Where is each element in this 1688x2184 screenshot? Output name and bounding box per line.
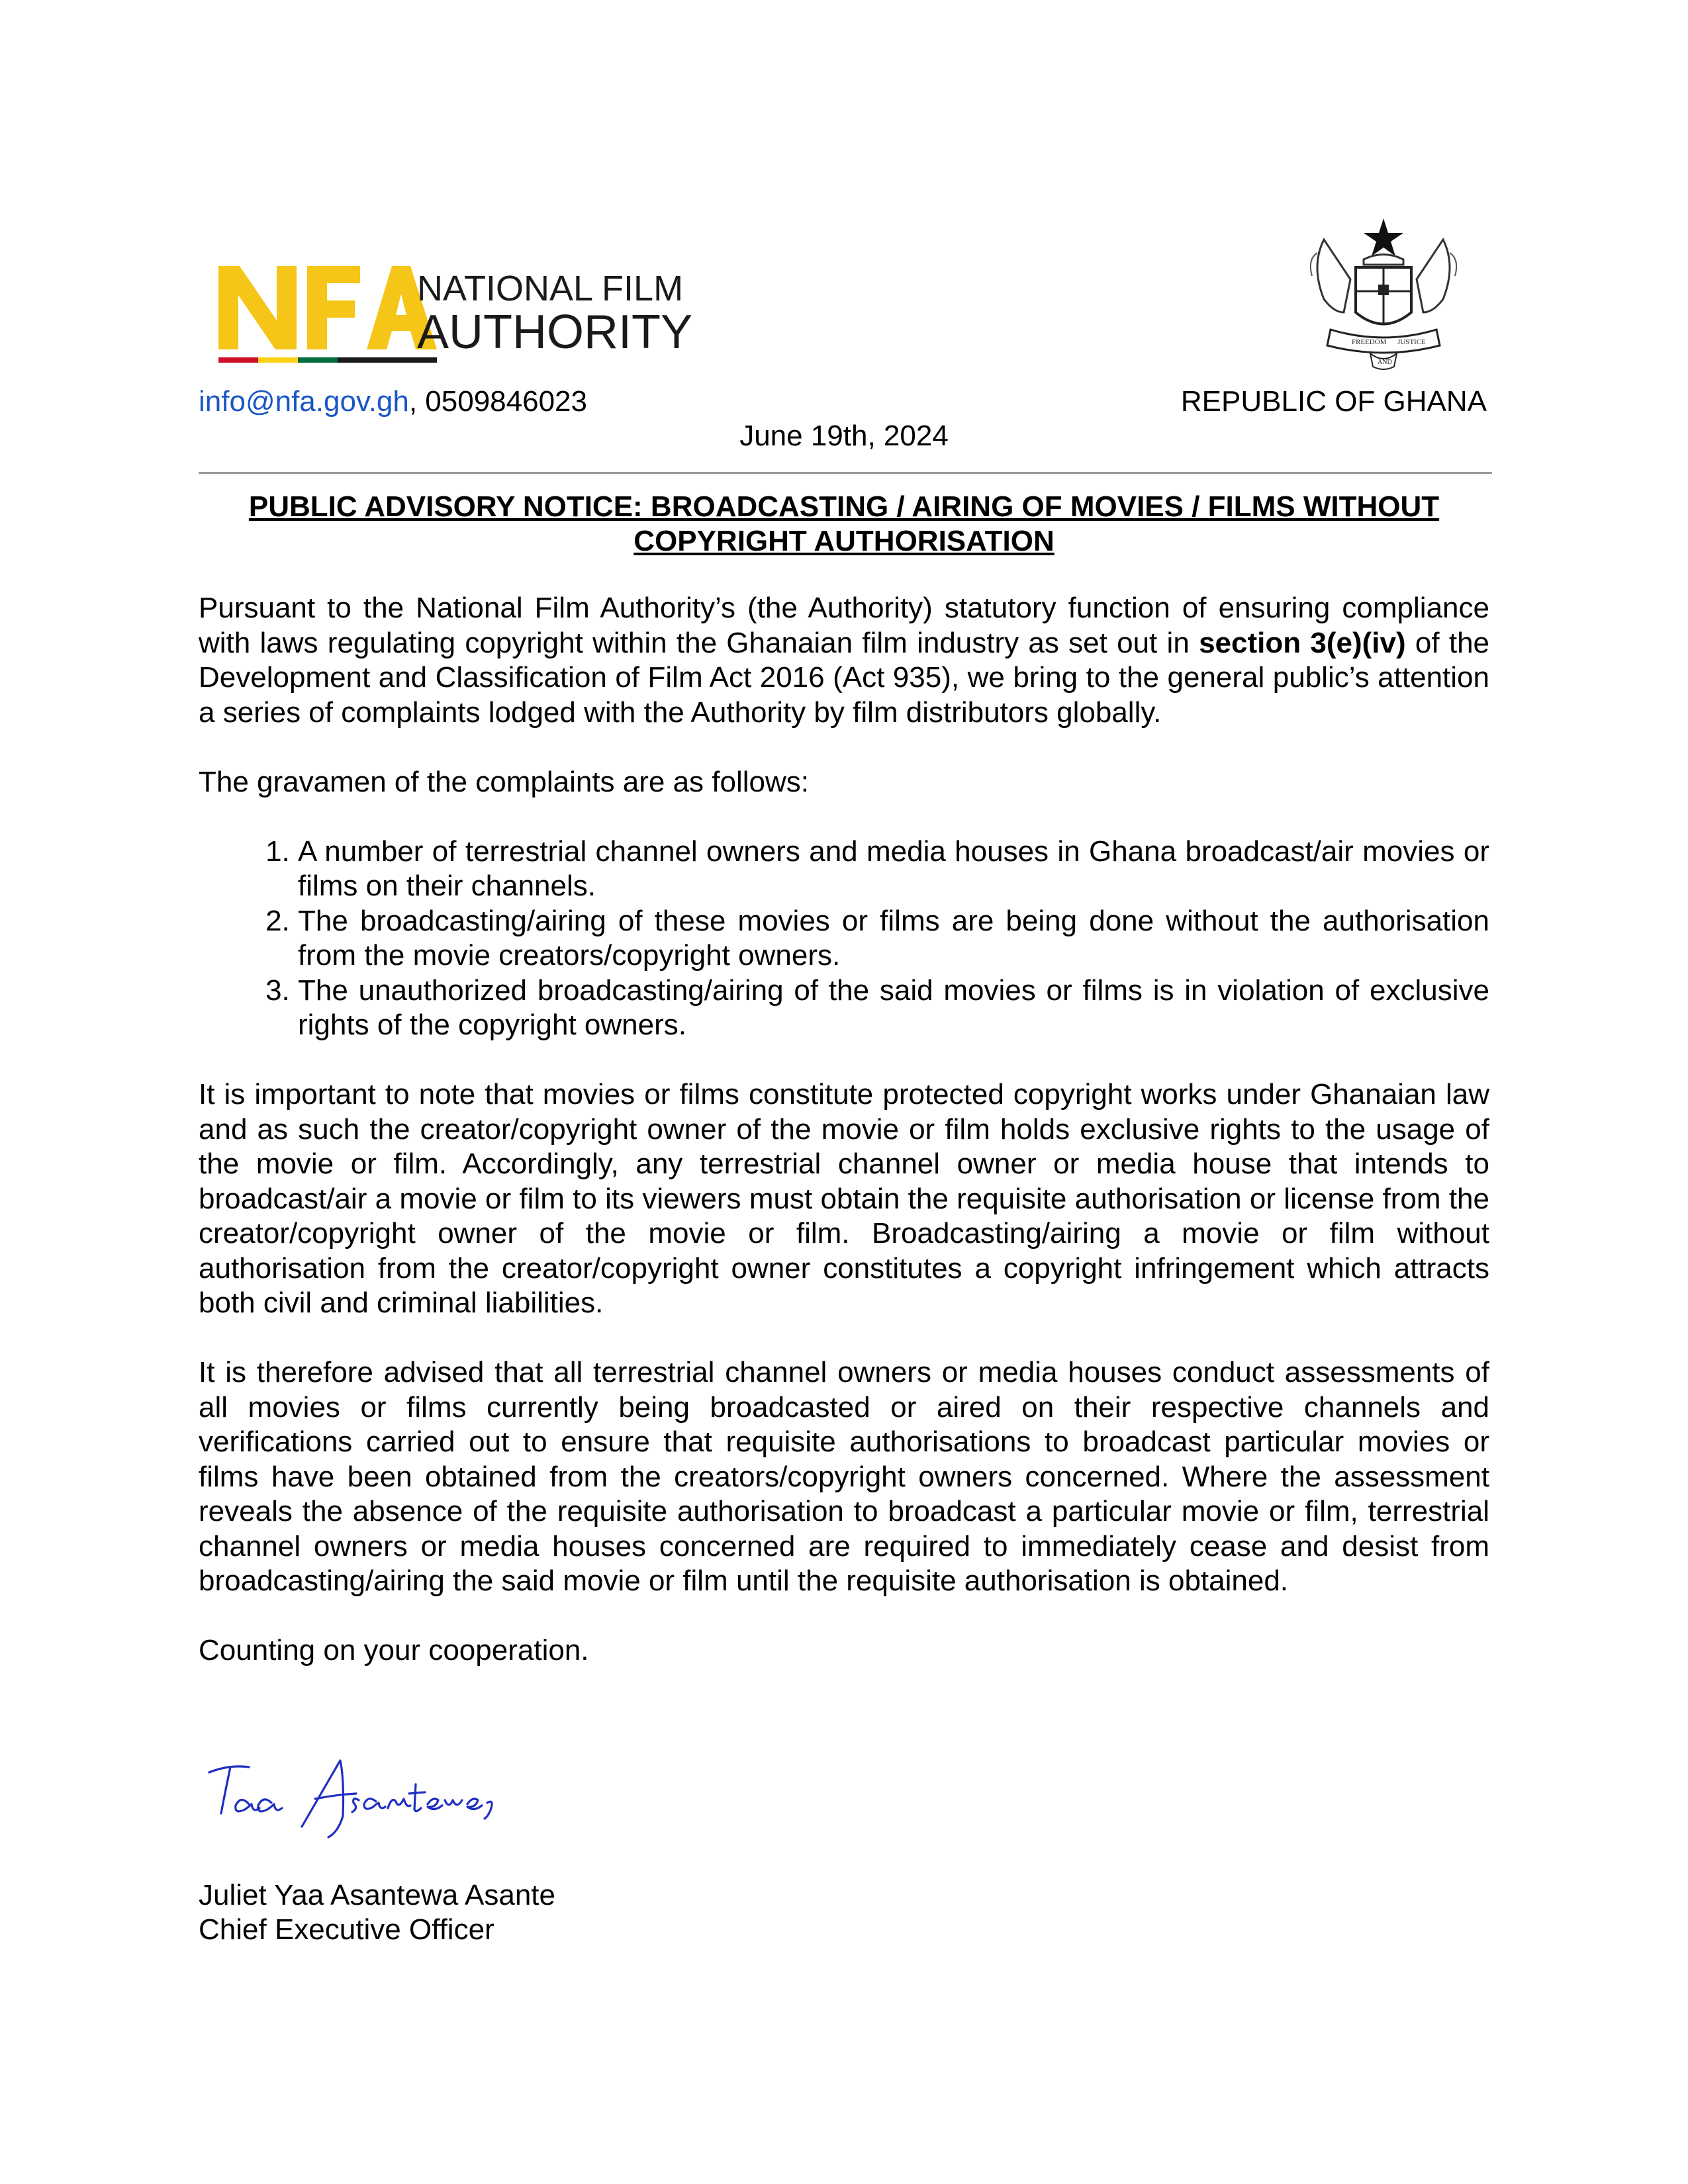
paragraph-copyright-note: It is important to note that movies or films constitute protected copyright works under Ghanaian law and as such the creator/copyright owner of the movie or film holds exclusive rights to the usage of the movie or film. Accordingly, any terrestrial channel owner or media house that intends to broadcast/air a movie or film to its viewers must obtain the requisite authorisation or license from the creator/copyright owner of the movie or film. Broadcasting/airing a movie or film without authorisation from the creator/copyright owner constitutes a copyright infringement which attracts both civil and criminal liabilities. [199, 1078, 1489, 1319]
ghana-coat-of-arms [1304, 213, 1463, 372]
header-divider [199, 472, 1492, 474]
republic-label: REPUBLIC OF GHANA [1180, 385, 1487, 418]
signatory-position: Chief Executive Officer [199, 1913, 494, 1946]
phone-number: , 0509846023 [408, 385, 587, 418]
nfa-logo [218, 259, 735, 372]
section-reference: section 3(e)(iv) [1199, 626, 1406, 659]
contact-line [199, 385, 587, 418]
crest-motto-middle: AND [1378, 359, 1392, 366]
crest-motto-left: FREEDOM [1352, 338, 1387, 346]
signatory-name: Juliet Yaa Asantewa Asante [199, 1879, 555, 1911]
email-link[interactable]: info@nfa.gov.gh [199, 385, 409, 418]
list-item: 1. A number of terrestrial channel owners and media houses in Ghana broadcast/air movies or films on their channels. [298, 835, 1489, 904]
notice-title-line1: PUBLIC ADVISORY NOTICE: BROADCASTING / AIRING OF MOVIES / FILMS WITHOUT [248, 490, 1440, 523]
notice-body [199, 591, 1489, 1668]
paragraph-intro: Pursuant to the National Film Authority’s (the Authority) statutory function of ensuring compliance with laws regulating copyright within the Ghanaian film industry as set out in section 3(e)(iv) of the Development and Classification of Film Act 2016 (Act 935), we bring to the general public’s attention a series of complaints lodged with the Authority by film distributors globally. [199, 592, 1490, 729]
list-item: 2. The broadcasting/airing of these movies or films are being done without the authorisation from the movie creators/copyright owners. [298, 904, 1489, 974]
closing-line: Counting on your cooperation. [199, 1634, 589, 1666]
list-item: 3. The unauthorized broadcasting/airing of the said movies or films is in violation of exclusive rights of the copyright owners. [298, 974, 1489, 1043]
signatory-block [199, 1878, 555, 1947]
document-date: June 19th, 2024 [739, 420, 949, 452]
notice-title-line2: COPYRIGHT AUTHORISATION [633, 525, 1055, 557]
paragraph-complaints-lead: The gravamen of the complaints are as follows: [199, 765, 810, 798]
notice-title [199, 490, 1489, 559]
complaints-list [199, 835, 1489, 1043]
org-name-line1: NATIONAL FILM [417, 269, 684, 308]
crest-motto-right: JUSTICE [1397, 338, 1426, 346]
org-name-line2: AUTHORITY [417, 306, 693, 359]
handwritten-signature [203, 1752, 573, 1852]
paragraph-advisory: It is therefore advised that all terrestrial channel owners or media houses conduct assessments of all movies or films currently being broadcasted or aired on their respective channels and verifications carried out to ensure that requisite authorisations to broadcast particular movies or films have been obtained from the creators/copyright owners concerned. Where the assessment reveals the absence of the requisite authorisation to broadcast a particular movie or film, terrestrial channel owners or media houses concerned are required to immediately cease and desist from broadcasting/airing the said movie or film until the requisite authorisation is obtained. [199, 1356, 1489, 1597]
